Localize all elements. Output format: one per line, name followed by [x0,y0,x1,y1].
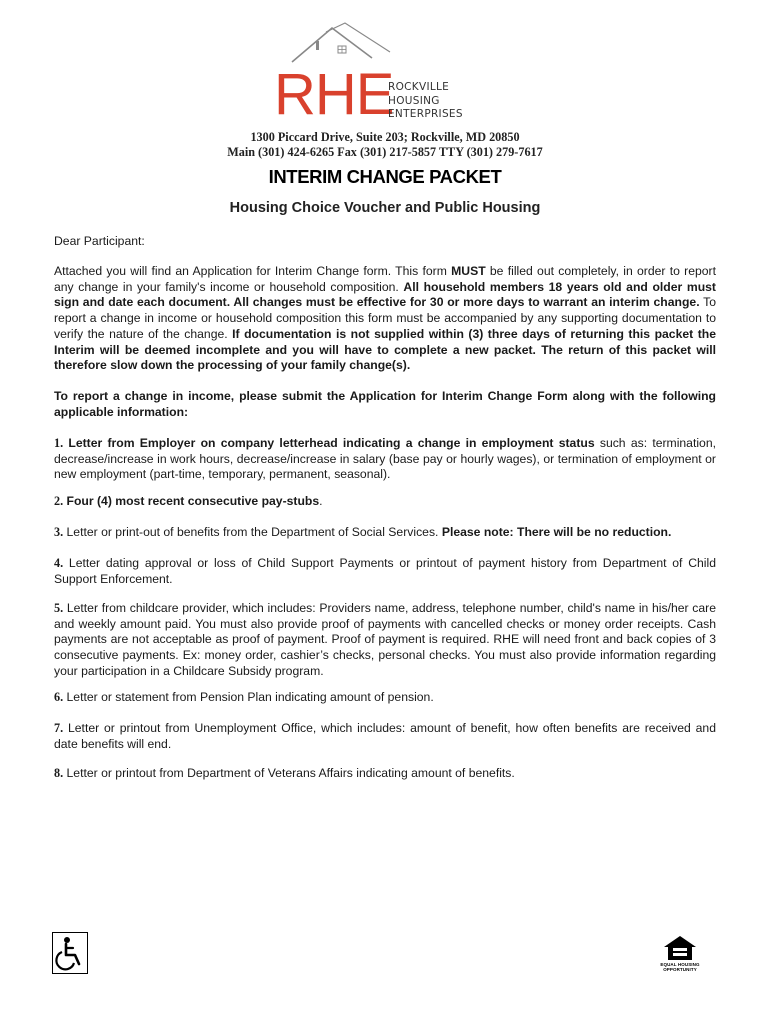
intro-emphasis: If documentation is not supplied within (3) three days of returning this packet the Interim will be deemed incomplete and you will have to complete a new packet. The return of this packet will therefore slow down the processing of your family change(s). [54,326,716,373]
equal-housing-opportunity-icon [660,934,700,976]
item-bold-text: Letter from Employer on company letterhead indicating a change in employment status [63,436,595,450]
item-number: 8. [54,766,64,780]
list-item [54,766,716,782]
item-bold-text: Please note: There will be no reduction. [441,525,672,539]
item-number: 5. [54,601,64,615]
logo-name-line: ENTERPRISES [388,108,463,120]
item-bold-text: Four (4) most recent consecutive pay-stubs [63,494,320,508]
address-line: 1300 Piccard Drive, Suite 203; Rockville, MD 20850 [250,130,520,144]
page-title: INTERIM CHANGE PACKET [268,166,502,187]
equal-housing-label: EQUAL HOUSING OPPORTUNITY [660,962,700,972]
item-text: such as: termination, decrease/increase in work hours, decrease/increase in salary (base pay or hourly wages), or termination of employment or new employment (part-time, temporary, permanent, seasonal). [54,436,716,482]
logo-name-line: HOUSING [388,94,440,107]
logo-letters: RHE [274,62,394,127]
item-text: . [319,494,323,508]
item-text: Letter dating approval or loss of Child Support Payments or printout of payment history from Department of Child Support Enforcement. [54,556,716,586]
item-text: Letter from childcare provider, which includes: Providers name, address, telephone number, child's name in his/her care and weekly amount paid. You must also provide proof of payments with cancelled checks or money order receipts. Cash payments are not acceptable as proof of payment. Proof of payment is required. RHE will need front and back copies of 3 consecutive payments. Ex: money order, cashier’s checks, personal checks. You must also provide information regarding your participation in a Childcare Subsidy program. [54,601,716,678]
logo-organization-name [388,81,463,122]
item-number: 6. [54,690,64,704]
wheelchair-accessibility-icon [52,932,88,974]
item-number: 7. [54,721,64,735]
item-text: Letter or printout from Unemployment Office, which includes: amount of benefit, how often benefits are received and date benefits will end. [54,721,716,751]
intro-text: be filled out completely, in order to report any change in your family's income or household composition. [54,264,716,294]
rhe-logo [270,18,510,130]
list-item [54,436,716,483]
item-number: 3. [54,525,64,539]
phone-line: Main (301) 424-6265 Fax (301) 217-5857 TTY (301) 279-7617 [227,145,543,159]
greeting: Dear Participant: [54,234,145,248]
item-number: 1. [54,436,64,450]
list-item [54,690,716,706]
intro-text: Attached you will find an Application for Interim Change form. This form [54,264,452,278]
list-item [54,525,716,541]
list-item [54,601,716,680]
page-subtitle: Housing Choice Voucher and Public Housing [229,200,541,216]
list-item [54,721,716,752]
intro-text: To report a change in income or household composition this form must be accompanied by any supporting documentation to verify the nature of the change. [54,295,716,341]
item-text: Letter or printout from Department of Veterans Affairs indicating amount of benefits. [63,766,515,780]
intro-emphasis: MUST [451,264,486,278]
list-item [54,494,716,510]
intro-emphasis: All household members 18 years old and older must sign and date each document. All changes must be effective for 30 or more days to warrant an interim change. [54,279,716,310]
report-heading: To report a change in income, please submit the Application for Interim Change Form along with the following applicable information: [54,389,716,419]
item-number: 2. [54,494,64,508]
item-text: Letter or print-out of benefits from the Department of Social Services. [63,525,442,539]
list-item [54,556,716,587]
item-number: 4. [54,556,64,570]
item-text: Letter or statement from Pension Plan indicating amount of pension. [63,690,434,704]
logo-name-line: ROCKVILLE [388,81,450,93]
intro-paragraph [54,264,716,374]
